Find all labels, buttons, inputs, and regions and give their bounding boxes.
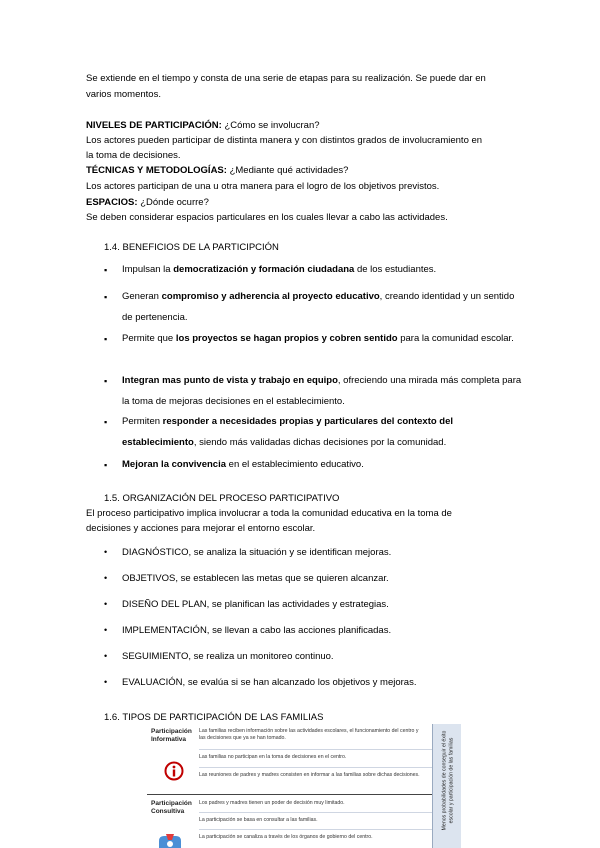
stage-item: SEGUIMIENTO, se realiza un monitoreo continuo. [122,651,334,662]
section-heading-family-participation: 1.6. TIPOS DE PARTICIPACIÓN DE LAS FAMILIAS [104,712,324,723]
techniques-question: ¿Mediante qué actividades? [226,165,349,176]
figure-divider [199,812,432,813]
bullet-icon: ▪ [104,460,108,470]
bullet-icon: ▪ [104,265,108,275]
stage-item: OBJETIVOS, se establecen las metas que se quieren alcanzar. [122,573,389,584]
intro-line: varios momentos. [86,89,161,100]
benefit-text: , creando identidad y un sentido de pertenencia. [122,291,515,323]
figure-divider [199,829,432,830]
benefit-bold: responder a necesidades propias y particulares del contexto del establecimiento [122,416,454,448]
techniques-text: Los actores participan de una u otra manera para el logro de los objetivos previstos. [86,181,440,192]
figure-row-text: Los padres y madres tienen un poder de decisión muy limitado. [199,800,345,806]
bullet-icon: • [104,677,108,687]
figure-row-text: La participación se basa en consultar a las familias. [199,817,318,823]
spaces-text: Se deben considerar espacios particulares en los cuales llevar a cabo las actividades. [86,212,448,223]
benefit-bold: Integran mas punto de vista y trabajo en equipo [122,375,338,386]
stage-item: DISEÑO DEL PLAN, se planifican las actividades y estrategias. [122,599,389,610]
benefit-text: en el establecimiento educativo. [226,459,364,470]
spaces-label: ESPACIOS: [86,197,138,208]
levels-label: NIVELES DE PARTICIPACIÓN: [86,120,222,131]
organization-text: decisiones y acciones para mejorar el entorno escolar. [86,523,316,534]
bullet-icon: ▪ [104,292,108,302]
bullet-icon: • [104,599,108,609]
section-heading-organization: 1.5. ORGANIZACIÓN DEL PROCESO PARTICIPATIVO [104,493,340,504]
techniques-label: TÉCNICAS Y METODOLOGÍAS: [86,165,227,176]
figure-row-text: Las reuniones de padres y madres consisten en informar a las familias sobre dichas decisiones. [199,772,420,778]
figure-divider [199,749,432,750]
benefit-item [122,328,522,349]
spaces-title [86,196,209,210]
benefit-bold: democratización y formación ciudadana [173,264,355,275]
figure-side-text: Menos probabilidades de conseguir el éxito escolar y participación de las familias [441,730,454,831]
consultation-icon [155,832,185,848]
benefit-bold: Mejoran la convivencia [122,459,227,470]
stage-item: EVALUACIÓN, se evalúa si se han alcanzado los objetivos y mejoras. [122,677,417,688]
spaces-question: ¿Dónde ocurre? [137,197,209,208]
levels-question: ¿Cómo se involucran? [221,120,320,131]
benefit-bold: los proyectos se hagan propios y cobren sentido [175,333,398,344]
bullet-icon: • [104,547,108,557]
benefit-item [122,259,522,280]
bullet-icon: • [104,625,108,635]
levels-title [86,119,320,133]
stage-item: DIAGNÓSTICO, se analiza la situación y se identifican mejoras. [122,547,392,558]
benefit-item [122,454,522,475]
figure-block-label: Participación Informativa [151,728,192,743]
benefit-text: de los estudiantes. [354,264,437,275]
benefit-bold: compromiso y adherencia al proyecto educativo [161,291,380,302]
bullet-icon: ▪ [104,417,108,427]
benefit-text: , siendo más validadas dichas decisiones por la comunidad. [193,437,447,448]
benefit-item [122,286,522,328]
section-heading-benefits: 1.4. BENEFICIOS DE LA PARTICIPCIÓN [104,242,279,253]
benefit-item [122,370,522,412]
levels-text: la toma de decisiones. [86,150,181,161]
figure-divider [199,767,432,768]
benefit-text: Permite que [122,333,176,344]
levels-text: Los actores pueden participar de distinta manera y con distintos grados de involucramiento en [86,135,483,146]
figure-row-text: Las familias no participan en la toma de decisiones en el centro. [199,754,347,760]
figure-side-panel [432,724,461,848]
figure-block-separator [147,794,432,795]
figure-block-label: Participación Consultiva [151,800,192,815]
benefit-text: Generan [122,291,162,302]
benefit-item [122,411,522,453]
participation-types-figure [147,724,461,848]
techniques-title [86,164,348,178]
intro-line: Se extiende en el tiempo y consta de una serie de etapas para su realización. Se puede dar en [86,73,486,84]
figure-row-text: La participación se canaliza a través de los órganos de gobierno del centro. [199,834,373,840]
figure-row-text: Las familias reciben información sobre las actividades escolares, el funcionamiento del centro y las decisiones que ya se han tomado. [199,728,419,741]
organization-text: El proceso participativo implica involucrar a toda la comunidad educativa en la toma de [86,508,452,519]
bullet-icon: ▪ [104,334,108,344]
bullet-icon: ▪ [104,376,108,386]
bullet-icon: • [104,573,108,583]
benefit-text: Permiten [122,416,163,427]
info-icon [164,761,184,781]
benefit-text: Impulsan la [122,264,174,275]
benefit-text: , ofreciendo una mirada más completa para la toma de mejoras decisiones en el establecimiento. [122,375,522,407]
bullet-icon: • [104,651,108,661]
benefit-text: para la comunidad escolar. [397,333,514,344]
stage-item: IMPLEMENTACIÓN, se llevan a cabo las acciones planificadas. [122,625,392,636]
